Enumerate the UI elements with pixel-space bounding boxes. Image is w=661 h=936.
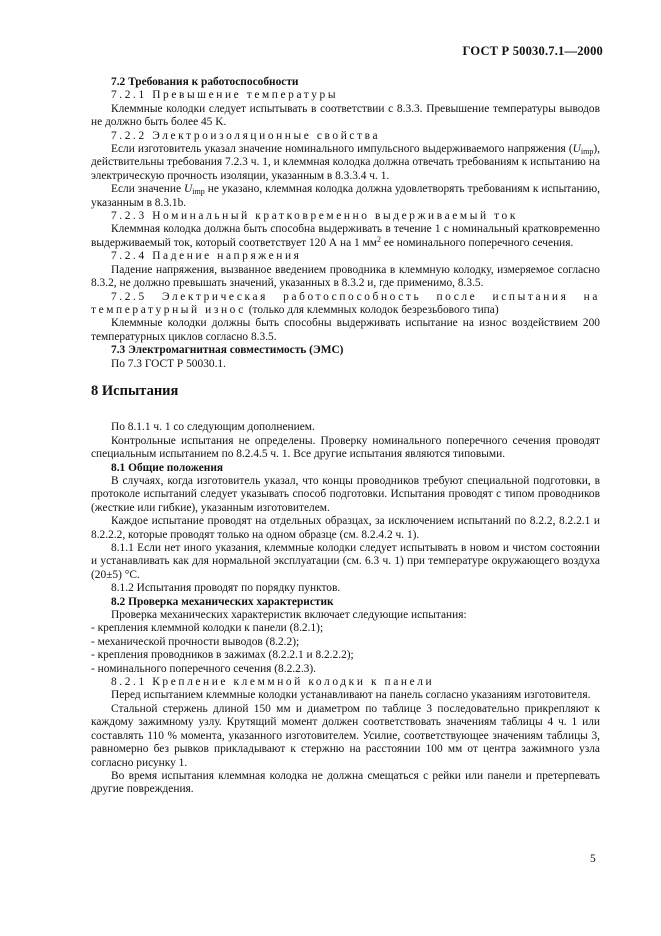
symbol-subscript: imp (192, 187, 205, 197)
section-8-1-paragraph-1: В случаях, когда изготовитель указал, что концы проводников требуют специальной подготовки, в протоколе испытаний следует указывать способ подготовки. Испытания проводят с типом проводников (жесткие или гибкие), указанным изготовителем. (91, 474, 600, 514)
section-7-3-text: По 7.3 ГОСТ Р 50030.1. (111, 357, 226, 370)
text-segment: Клеммная колодка должна быть способна выдерживать в течение 1 с номинальный кратковременно выдерживаемый ток, который соответствует 120 А на 1 мм (91, 223, 600, 249)
text-segment: ее номинального поперечного сечения. (380, 236, 574, 249)
title-note: (только для клеммных колодок безрезьбового типа) (245, 303, 499, 316)
section-8-2-title: 8.2 Проверка механических характеристик (111, 595, 334, 608)
text-segment: Если значение (111, 183, 185, 196)
section-7-2-3-text (91, 223, 600, 250)
section-8-2-1-paragraph-3: Во время испытания клеммная колодка не должна смещаться с рейки или панели и претерпевать другие повреждения. (91, 769, 600, 796)
section-8-1-title: 8.1 Общие положения (111, 461, 224, 474)
section-8-heading: 8 Испытания (91, 382, 179, 399)
section-8-1-1: 8.1.1 Если нет иного указания, клеммные колодки следует испытывать в новом и чистом состоянии и устанавливать как для нормальной эксплуатации (см. 6.3 ч. 1) при температуре окружающего воздуха (20±5) °С. (91, 542, 600, 581)
symbol-subscript: imp (580, 147, 594, 157)
section-7-2-3-title: 7.2.3 Номинальный кратковременно выдерживаемый ток (111, 210, 518, 223)
superscript: 2 (376, 234, 381, 244)
list-item: - номинального поперечного сечения (8.2.2.3). (91, 662, 317, 675)
section-7-3-title: 7.3 Электромагнитная совместимость (ЭМС) (111, 344, 344, 357)
list-item: - крепления клеммной колодки к панели (8.2.1); (91, 622, 324, 635)
section-8-2-intro: Проверка механических характеристик включает следующие испытания: (111, 609, 467, 622)
text-segment: ), действительны требования 7.2.3 ч. 1, и клеммная колодка должна отвечать требованиям к испытанию на электрическую прочность изоляции, указанным в 8.3.3.4 ч. 1. (91, 143, 600, 182)
section-7-2-2-title: 7.2.2 Электроизоляционные свойства (111, 129, 381, 142)
section-8-2-1-paragraph-2: Стальной стержень длиной 150 мм и диаметром по таблице 3 последовательно прикрепляют к каждому зажимному узлу. Крутящий момент должен соответствовать значениям таблицы 4 ч. 1 или составлять 110 % момента, указанного изготовителем. Усилие, соответствующее значениям таблицы 3, равномерно без рывков прикладывают к стержню на расстоянии 100 мм от центра зажимного узла согласно рисунку 1. (91, 702, 600, 769)
list-item: - механической прочности выводов (8.2.2); (91, 635, 300, 648)
section-7-2-4-title: 7.2.4 Падение напряжения (111, 250, 302, 263)
symbol-u: U (572, 143, 581, 156)
text-segment: не указано, клеммная колодка должна удовлетворять требованиям к испытанию, указанным в 8.3.1b. (91, 183, 601, 209)
section-8-intro-2: Контрольные испытания не определены. Проверку номинального поперечного сечения проводят специальным испытанием по 8.2.4.5 ч. 1. Все другие испытания являются типовыми. (91, 434, 600, 461)
section-8-1-2: 8.1.2 Испытания проводят по порядку пунктов. (111, 582, 341, 595)
spaced-title: 7.2.5 Электрическая работоспособность после испытания на температурный износ (91, 290, 600, 316)
section-8-2-1-paragraph-1: Перед испытанием клеммные колодки устанавливают на панель согласно указаниям изготовителя. (111, 689, 591, 702)
section-7-2-title: 7.2 Требования к работоспособности (111, 76, 299, 88)
section-7-2-2-paragraph-2 (91, 183, 600, 210)
section-8-intro-1: По 8.1.1 ч. 1 со следующим дополнением. (111, 421, 315, 434)
symbol-u: U (184, 183, 193, 196)
section-7-2-1-title: 7.2.1 Превышение температуры (111, 89, 339, 102)
page-number: 5 (590, 853, 596, 865)
text-segment: Если изготовитель указал значение номинального импульсного выдерживаемого напряжения ( (111, 143, 573, 156)
section-7-2-2-paragraph-1 (91, 143, 600, 183)
document-body (91, 76, 600, 797)
document-header: ГОСТ Р 50030.7.1—2000 (462, 44, 603, 58)
section-8-2-1-title: 8.2.1 Крепление клеммной колодки к панели (111, 676, 435, 689)
section-7-2-5-title (91, 291, 600, 318)
section-7-2-1-text: Клеммные колодки следует испытывать в соответствии с 8.3.3. Превышение температуры выводов не должно быть более 45 K. (91, 102, 600, 129)
section-7-2-4-text: Падение напряжения, вызванное введением проводника в клеммную колодку, измеряемое согласно 8.3.2, не должно превышать значений, указанных в 8.3.2 и, где применимо, 8.3.5. (91, 263, 600, 290)
section-7-2-5-text: Клеммные колодки должны быть способны выдерживать испытание на износ воздействием 200 температурных циклов согласно 8.3.5. (91, 317, 600, 343)
section-8-1-paragraph-2: Каждое испытание проводят на отдельных образцах, за исключением испытаний по 8.2.2, 8.2.2.1 и 8.2.2.2, которые проводят только на одном образце (см. 8.2.4.2 ч. 1). (91, 515, 600, 541)
list-item: - крепления проводников в зажимах (8.2.2.1 и 8.2.2.2); (91, 649, 354, 662)
